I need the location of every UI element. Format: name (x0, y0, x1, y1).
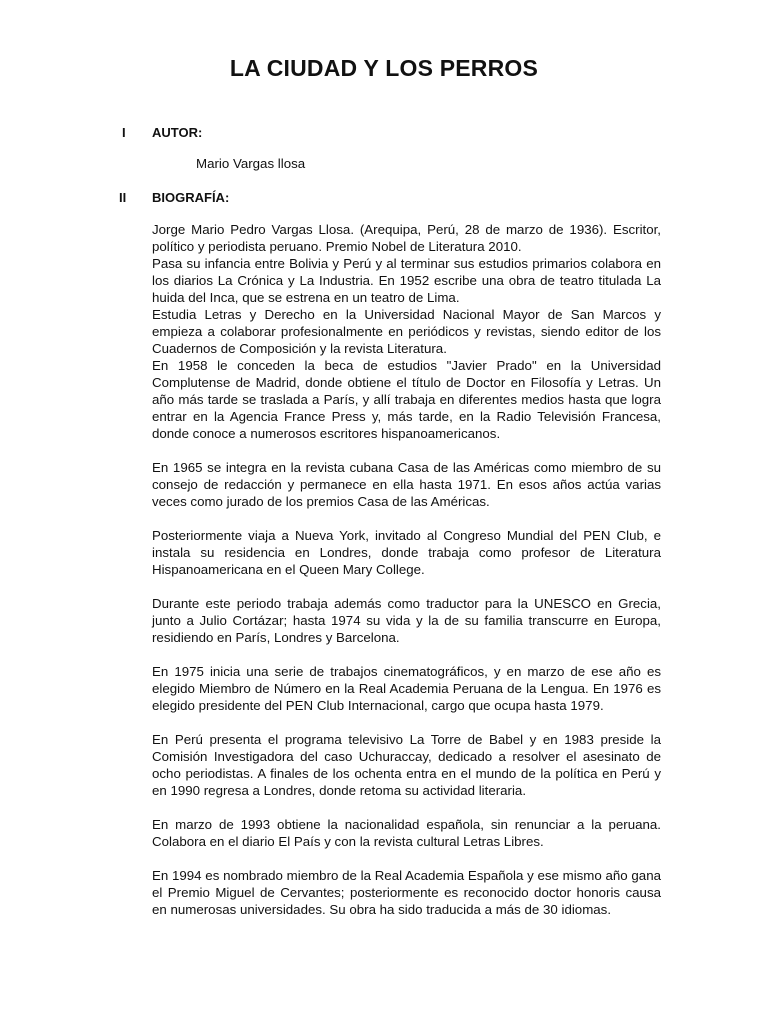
section-number-biography: II (119, 190, 127, 205)
biography-paragraph: En 1958 le conceden la beca de estudios "Javier Prado" en la Universidad Complutense de Madrid, donde obtiene el título de Doctor en Filosofía y Letras. Un año más tarde se traslada a París, y allí trabaja en diferentes medios hasta que logra entrar en la Agencia France Press y, más tarde, en la Radio Televisión Francesa, donde conoce a numerosos escritores hispanoamericanos. (152, 358, 661, 441)
biography-paragraph: En 1975 inicia una serie de trabajos cinematográficos, y en marzo de ese año es elegido Miembro de Número en la Real Academia Peruana de la Lengua. En 1976 es elegido presidente del PEN Club Internacional, cargo que ocupa hasta 1979. (152, 664, 661, 713)
biography-paragraph: En 1965 se integra en la revista cubana Casa de las Américas como miembro de su consejo de redacción y permanece en ella hasta 1971. En esos años actúa varias veces como jurado de los premios Casa de las Américas. (152, 460, 661, 509)
section-heading-biography: BIOGRAFÍA: (152, 190, 230, 205)
document-title: LA CIUDAD Y LOS PERROS (229, 55, 539, 81)
biography-text (152, 221, 661, 935)
biography-paragraph: En 1994 es nombrado miembro de la Real Academia Española y ese mismo año gana el Premio Miguel de Cervantes; posteriormente es reconocido doctor honoris causa en numerosas universidades. Su obra ha sido traducida a más de 30 idiomas. (152, 868, 661, 917)
biography-paragraph: En Perú presenta el programa televisivo La Torre de Babel y en 1983 preside la Comisión Investigadora del caso Uchuraccay, dedicado a resolver el asesinato de ocho periodistas. A finales de los ochenta entra en el mundo de la política en Perú y en 1990 regresa a Londres, donde retoma su actividad literaria. (152, 732, 661, 798)
section-heading-author: AUTOR: (152, 125, 203, 140)
biography-paragraph: Jorge Mario Pedro Vargas Llosa. (Arequipa, Perú, 28 de marzo de 1936). Escritor, político y periodista peruano. Premio Nobel de Literatura 2010. (152, 222, 661, 254)
biography-paragraph: Pasa su infancia entre Bolivia y Perú y al terminar sus estudios primarios colabora en los diarios La Crónica y La Industria. En 1952 escribe una obra de teatro titulada La huida del Inca, que se estrena en un teatro de Lima. (152, 256, 661, 305)
biography-paragraph: En marzo de 1993 obtiene la nacionalidad española, sin renunciar a la peruana. Colabora en el diario El País y con la revista cultural Letras Libres. (152, 817, 661, 849)
author-name: Mario Vargas llosa (196, 156, 306, 171)
biography-paragraph: Estudia Letras y Derecho en la Universidad Nacional Mayor de San Marcos y empieza a colaborar profesionalmente en periódicos y revistas, siendo editor de los Cuadernos de Composición y la revista Literatura. (152, 307, 661, 356)
biography-paragraph: Posteriormente viaja a Nueva York, invitado al Congreso Mundial del PEN Club, e instala su residencia en Londres, donde trabaja como profesor de Literatura Hispanoamericana en el Queen Mary College. (152, 528, 661, 577)
biography-paragraph: Durante este periodo trabaja además como traductor para la UNESCO en Grecia, junto a Julio Cortázar; hasta 1974 su vida y la de su familia transcurre en Europa, residiendo en París, Londres y Barcelona. (152, 596, 661, 645)
section-number-author: I (122, 125, 126, 140)
